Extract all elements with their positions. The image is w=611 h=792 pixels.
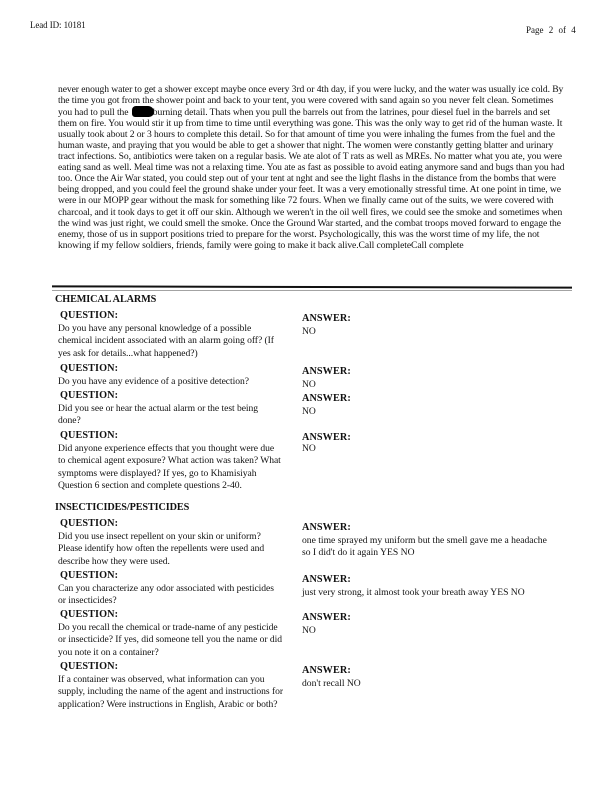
answer-label: ANSWER: <box>302 432 351 443</box>
redaction-mark <box>132 106 154 117</box>
question-label: QUESTION: <box>60 609 119 620</box>
answer-label: ANSWER: <box>302 574 351 585</box>
question-text: Can you characterize any odor associated with pesticides or insecticides? <box>58 583 274 607</box>
answer-label: ANSWER: <box>302 612 351 623</box>
question-label: QUESTION: <box>60 661 119 672</box>
question-label: QUESTION: <box>60 390 119 401</box>
answer-label: ANSWER: <box>302 366 351 377</box>
narrative-text-part1: never enough water to get a shower except maybe once every 3rd or 4th day, if you were lucky, and the water was usually ice cold. By the time you got from the shower point and back to your tent, you were covered with sand again so you never felt clean. Sometimes you had to pull the <box>58 84 564 119</box>
question-label: QUESTION: <box>60 430 119 441</box>
section-divider <box>52 285 572 288</box>
section-title-insecticides-pesticides: INSECTICIDES/PESTICIDES <box>55 502 190 513</box>
answer-text: one time sprayed my uniform but the smell gave me a headache so I did't do it again YES NO <box>302 535 547 559</box>
answer-label: ANSWER: <box>302 522 351 533</box>
question-text: Do you have any evidence of a positive detection? <box>58 376 249 387</box>
question-label: QUESTION: <box>60 518 119 529</box>
answer-text: NO <box>302 625 316 636</box>
lead-id: Lead ID: 10181 <box>30 20 86 30</box>
answer-label: ANSWER: <box>302 393 351 404</box>
question-text: Did you use insect repellent on your skin or uniform? Please identify how often the repellents were used and describe how they were used. <box>58 531 265 567</box>
answer-label: ANSWER: <box>302 665 351 676</box>
answer-text: NO <box>302 443 316 454</box>
narrative-text-part2: burning detail. Thats when you pull the barrels out from the latrines, pour diesel fuel in the barrels and set them on fire. You would stir it up from time to time until everything was gone. This was the only way to get rid of the human waste. It usually took about 2 or 3 hours to complete this detail. So for that amount of time you were inhaling the fumes from the fuel and the human waste, and praying that you would be able to get a shower that night. The women were constantly getting blatter and urinary tract infections. So, antibiotics were taken on a regular basis. We ate alot of T rats as well as MREs. No matter what you ate, you were eating sand as well. Meal time was not a relaxing time. You ate as fast as possible to avoid eating anymore sand and bugs than you had too. Once the Air War stated, you could step out of your tent at nght and see the light flashs in the distance from the bombs that were being dropped, and you could feel the ground shake under your feet. It was a very emotionally stressful time. At one point in time, we were in our MOPP gear without the mask for something like 72 fours. When we finally came out of the suits, we were covered with charcoal, and it took days to get it off our skin. Although we weren't in the oil well fires, we could see the smoke and sometimes when the wind was just right, we could smell the smoke. Once the Ground War started, and the combat troops moved forward to engage the enemy, those of us in support positions tried to prepare for the worst. Psychologically, this was the worst time of my life, the not knowing if my fellow soldiers, friends, family were going to make it back alive.Call completeCall complete <box>58 107 565 251</box>
page-number: Page 2 of 4 <box>526 25 576 35</box>
question-text: If a container was observed, what information can you supply, including the name of the agent and instructions for application? Were instructions in English, Arabic or both? <box>58 674 283 710</box>
answer-text: don't recall NO <box>302 678 361 689</box>
answer-text: NO <box>302 406 316 417</box>
question-label: QUESTION: <box>60 310 119 321</box>
question-label: QUESTION: <box>60 363 119 374</box>
section-title-chemical-alarms: CHEMICAL ALARMS <box>55 294 157 305</box>
answer-text: NO <box>302 379 316 390</box>
question-text: Do you recall the chemical or trade-name of any pesticide or insecticide? If yes, did someone tell you the name or did you note it on a container? <box>58 622 282 658</box>
answer-text: just very strong, it almost took your breath away YES NO <box>302 587 525 598</box>
answer-label: ANSWER: <box>302 313 351 324</box>
question-text: Did you see or hear the actual alarm or the test being done? <box>58 403 259 427</box>
answer-text: NO <box>302 326 316 337</box>
question-text: Did anyone experience effects that you thought were due to chemical agent exposure? What action was taken? What symptoms were displayed? If yes, go to Khamisiyah Question 6 section and complete questions 2-40. <box>58 443 281 492</box>
section-divider-thin <box>52 290 572 291</box>
question-text: Do you have any personal knowledge of a possible chemical incident associated with an alarm going off? (If yes ask for details...what happened?) <box>58 323 274 359</box>
question-label: QUESTION: <box>60 570 119 581</box>
narrative-paragraph <box>58 84 568 251</box>
